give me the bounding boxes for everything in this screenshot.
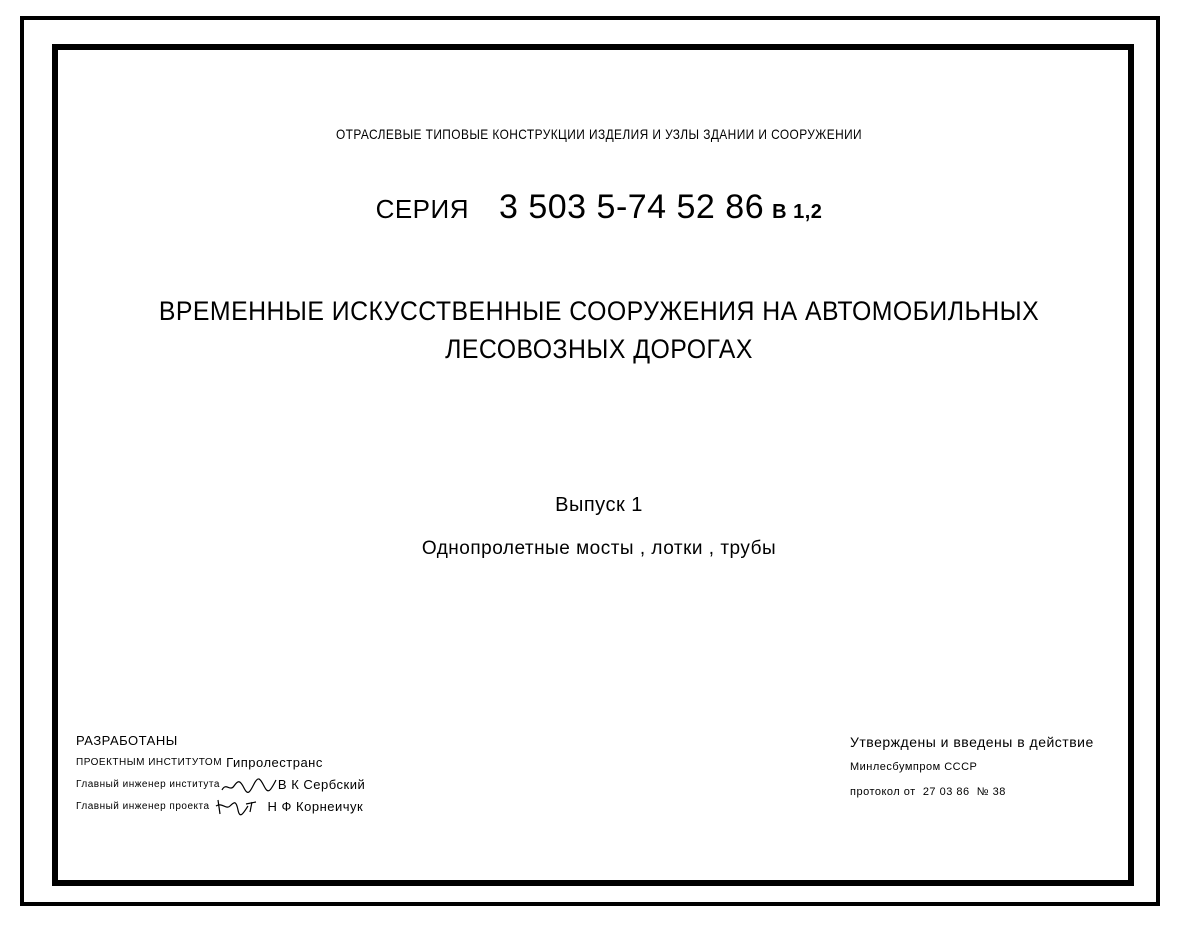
series-volumes: В 1,2 xyxy=(772,201,823,223)
chief-engineer-row xyxy=(76,774,365,796)
institute-row xyxy=(76,752,365,774)
approval-heading: Утверждены и введены в действие xyxy=(850,734,1094,750)
institute-name: Гипролестранс xyxy=(226,755,323,770)
chief-engineer-label: Главный инженер института xyxy=(76,779,220,790)
signature-chief-engineer xyxy=(220,774,278,796)
series-label: СЕРИЯ xyxy=(375,194,469,224)
chief-engineer-name: В К Сербский xyxy=(277,777,366,792)
project-engineer-row xyxy=(76,796,365,818)
series-number: 3 503 5-74 52 86 xyxy=(499,188,765,226)
protocol-date: 27 03 86 xyxy=(922,786,970,798)
document-title-line2: ЛЕСОВОЗНЫХ ДОРОГАХ xyxy=(445,334,753,364)
approval-block xyxy=(850,730,1094,805)
series-line xyxy=(58,188,1140,227)
issue-subtitle: Однопролетные мосты , лотки , трубы xyxy=(421,538,777,559)
signature-project-engineer xyxy=(210,796,268,818)
approval-ministry: Минлесбумпром СССР xyxy=(850,761,978,773)
issue-label: Выпуск 1 xyxy=(555,494,643,516)
drawing-frame xyxy=(52,44,1134,886)
document-title-line1: ВРЕМЕННЫЕ ИСКУССТВЕННЫЕ СООРУЖЕНИЯ НА АВТОМОБИЛЬНЫХ xyxy=(158,296,1040,326)
developers-block xyxy=(76,730,365,818)
developers-heading: РАЗРАБОТАНЫ xyxy=(76,733,178,748)
project-engineer-name: Н Ф Корнеичук xyxy=(267,799,364,814)
institute-label: ПРОЕКТНЫМ ИНСТИТУТОМ xyxy=(76,757,223,768)
protocol-number: № 38 xyxy=(976,786,1006,798)
project-engineer-label: Главный инженер проекта xyxy=(76,801,210,812)
protocol-label: протокол от xyxy=(850,786,916,798)
industry-header: ОТРАСЛЕВЫЕ ТИПОВЫЕ КОНСТРУКЦИИ ИЗДЕЛИЯ И УЗЛЫ ЗДАНИИ И СООРУЖЕНИИ xyxy=(335,126,863,142)
protocol-row xyxy=(850,780,1094,805)
